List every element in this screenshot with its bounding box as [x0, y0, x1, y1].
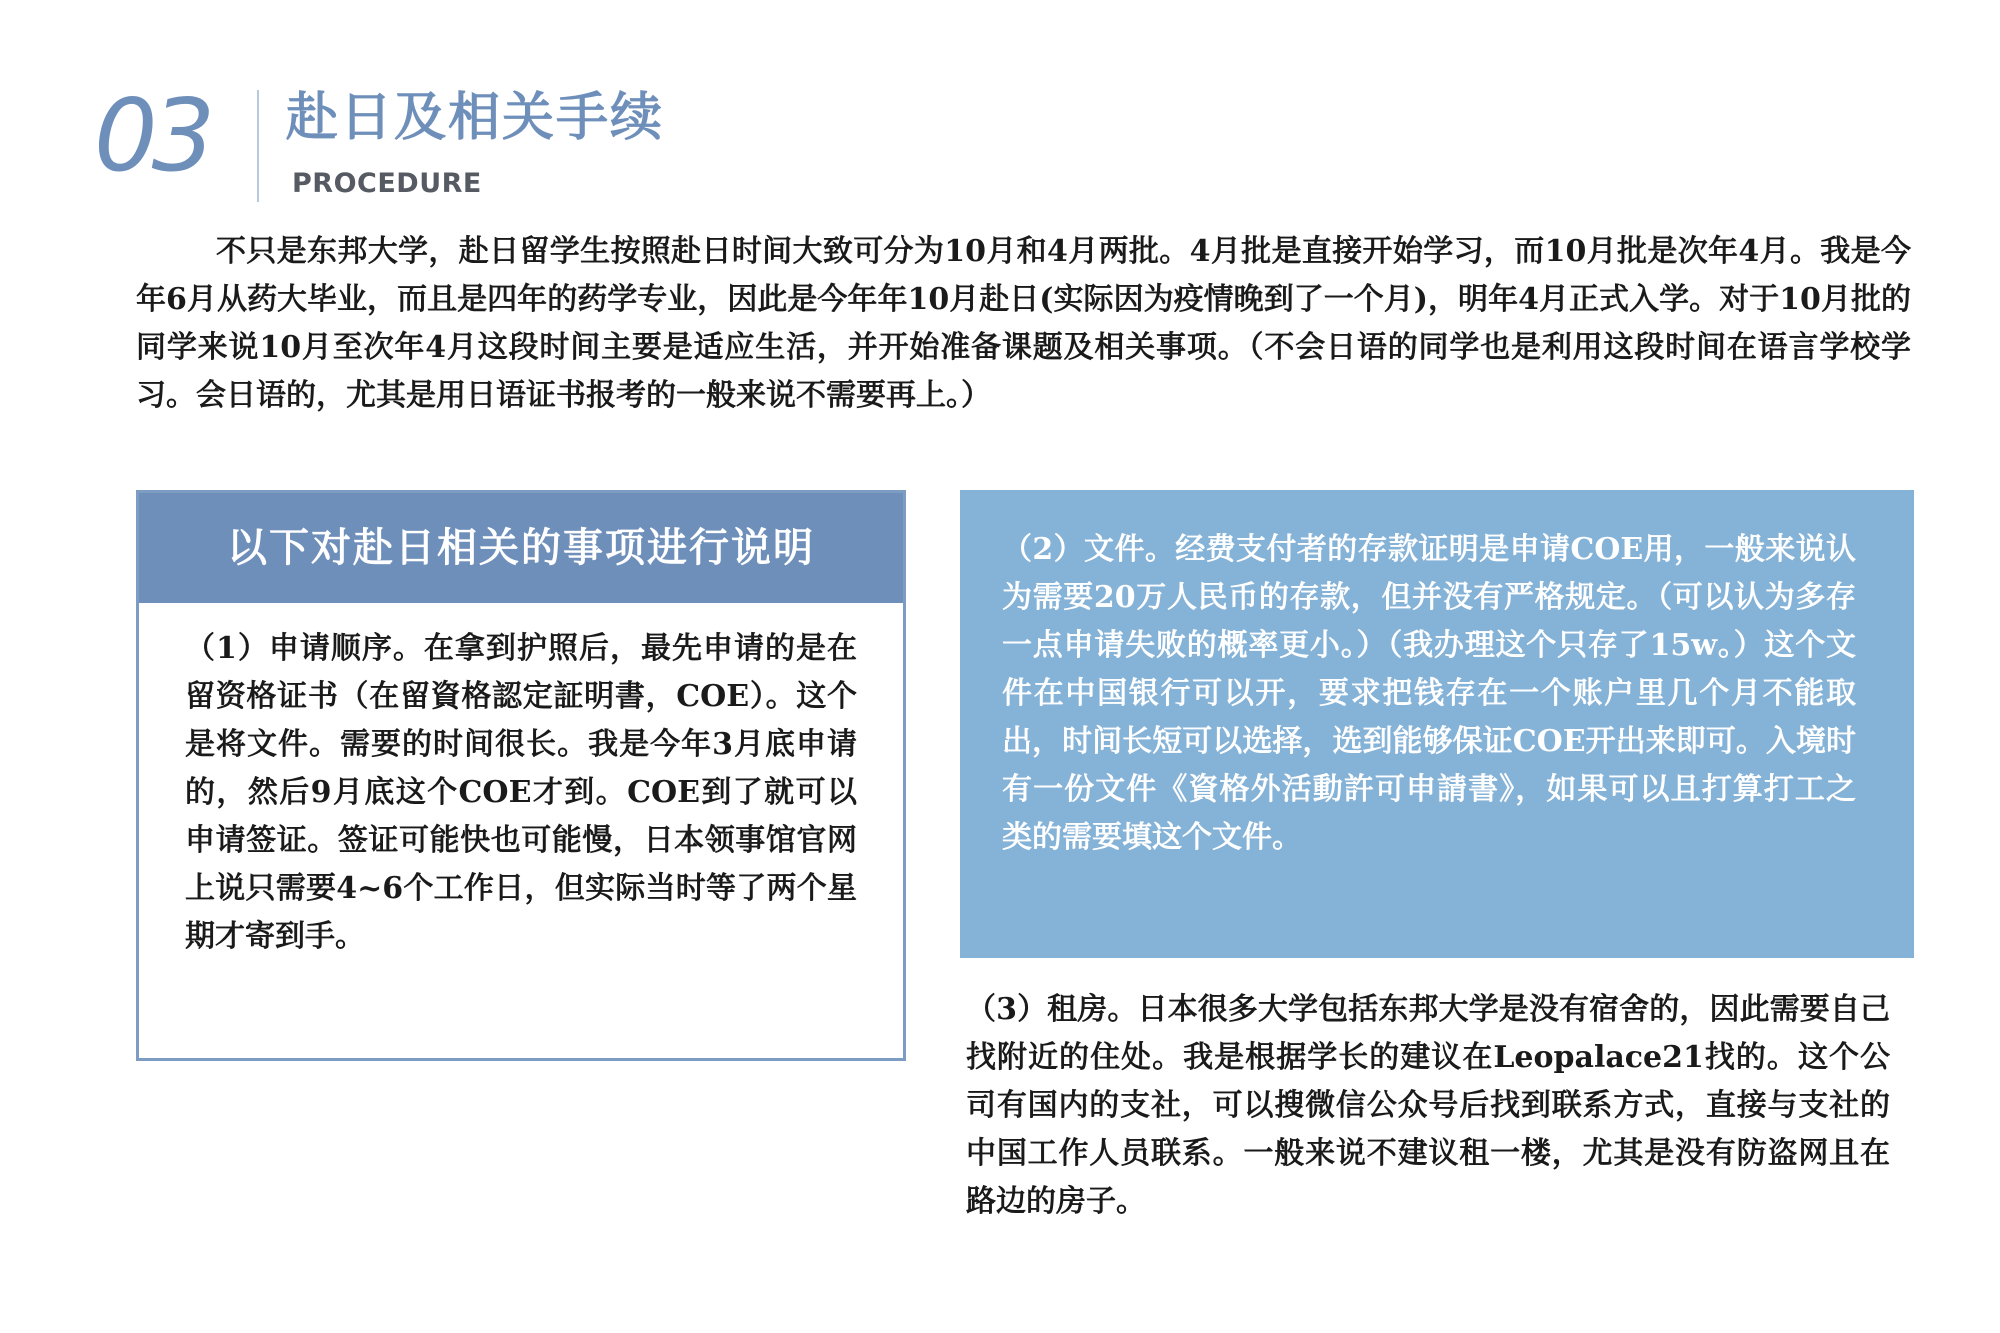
info-box-documents [960, 490, 1914, 958]
header-divider [257, 90, 259, 202]
section-title: 赴日及相关手续 [286, 88, 665, 148]
housing-paragraph: （3）租房。日本很多大学包括东邦大学是没有宿舍的，因此需要自己找附近的住处。我是根据学长的建议在Leopalace21找的。这个公司有国内的支社，可以搜微信公众号后找到联系方式，直接与支社的中国工作人员联系。一般来说不建议租一楼，尤其是没有防盗网且在路边的房子。 [966, 992, 1890, 1219]
section-number [92, 78, 242, 188]
info-box-title: 以下对赴日相关的事项进行说明 [139, 493, 903, 603]
section-subtitle: PROCEDURE [292, 168, 482, 199]
info-box-application [136, 490, 906, 1061]
info-box-application-text: （1）申请顺序。在拿到护照后，最先申请的是在留资格证书（在留資格認定証明書，COE）。这个是将文件。需要的时间很长。我是今年3月底申请的，然后9月底这个COE才到。COE到了就可以申请签证。签证可能快也可能慢，日本领事馆官网上说只需要4~6个工作日，但实际当时等了两个星期才寄到手。 [185, 631, 857, 954]
intro-paragraph: 不只是东邦大学，赴日留学生按照赴日时间大致可分为10月和4月两批。4月批是直接开始学习，而10月批是次年4月。我是今年6月从药大毕业，而且是四年的药学专业，因此是今年年10月赴日(实际因为疫情晚到了一个月)，明年4月正式入学。对于10月批的同学来说10月至次年4月这段时间主要是适应生活，并开始准备课题及相关事项。（不会日语的同学也是利用这段时间在语言学校学习。会日语的，尤其是用日语证书报考的一般来说不需要再上。） [136, 234, 1911, 413]
info-box-documents-text: （2）文件。经费支付者的存款证明是申请COE用，一般来说认为需要20万人民币的存款，但并没有严格规定。（可以认为多存一点申请失败的概率更小。）（我办理这个只存了15w。）这个文件在中国银行可以开，要求把钱存在一个账户里几个月不能取出，时间长短可以选择，选到能够保证COE开出来即可。入境时有一份文件《資格外活動許可申請書》，如果可以且打算打工之类的需要填这个文件。 [1002, 532, 1856, 855]
section-number-text: 03 [94, 78, 210, 188]
